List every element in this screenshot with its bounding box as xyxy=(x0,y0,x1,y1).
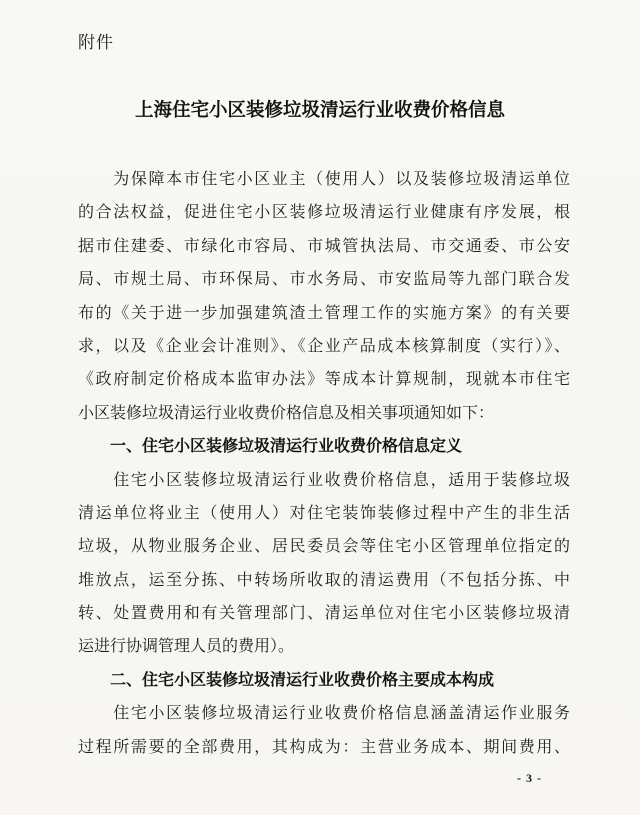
section-heading: 二、住宅小区装修垃圾清运行业收费价格主要成本构成 xyxy=(78,671,495,689)
page-title: 上海住宅小区装修垃圾清运行业收费价格信息 xyxy=(134,99,505,120)
text-line: 据市住建委、市绿化市容局、市城管执法局、市交通委、市公安 xyxy=(78,237,570,255)
text-line: 垃圾，从物业服务企业、居民委员会等住宅小区管理单位指定的 xyxy=(78,538,570,556)
document-body xyxy=(78,163,570,764)
text-line: 运进行协调管理人员的费用）。 xyxy=(78,638,295,656)
text-line: 局、市规土局、市环保局、市水务局、市安监局等九部门联合发 xyxy=(78,271,570,289)
text-line: 堆放点，运至分拣、中转场所收取的清运费用（不包括分拣、中 xyxy=(78,571,570,589)
section-heading: 一、住宅小区装修垃圾清运行业收费价格信息定义 xyxy=(78,438,463,456)
text-line: 住宅小区装修垃圾清运行业收费价格信息，适用于装修垃圾 xyxy=(78,471,570,489)
text-line: 布的《关于进一步加强建筑渣土管理工作的实施方案》的有关要 xyxy=(78,304,570,322)
text-line: 为保障本市住宅小区业主（使用人）以及装修垃圾清运单位 xyxy=(78,171,570,188)
text-line: 小区装修垃圾清运行业收费价格信息及相关事项通知如下： xyxy=(78,404,495,422)
text-line: 转、处置费用和有关管理部门、清运单位对住宅小区装修垃圾清 xyxy=(78,605,570,623)
text-line: 《政府制定价格成本监审办法》等成本计算规制，现就本市住宅 xyxy=(78,371,570,389)
attachment-label: 附件 xyxy=(78,33,114,52)
text-line: 求，以及《企业会计准则》、《企业产品成本核算制度（实行）》、 xyxy=(78,337,570,355)
text-line: 过程所需要的全部费用，其构成为：主营业务成本、期间费用、 xyxy=(78,738,570,756)
page-number: - 3 - xyxy=(517,771,542,785)
text-line: 住宅小区装修垃圾清运行业收费价格信息涵盖清运作业服务 xyxy=(78,705,570,723)
text-line: 的合法权益，促进住宅小区装修垃圾清运行业健康有序发展，根 xyxy=(78,204,570,222)
text-line: 清运单位将业主（使用人）对住宅装饰装修过程中产生的非生活 xyxy=(78,504,570,522)
